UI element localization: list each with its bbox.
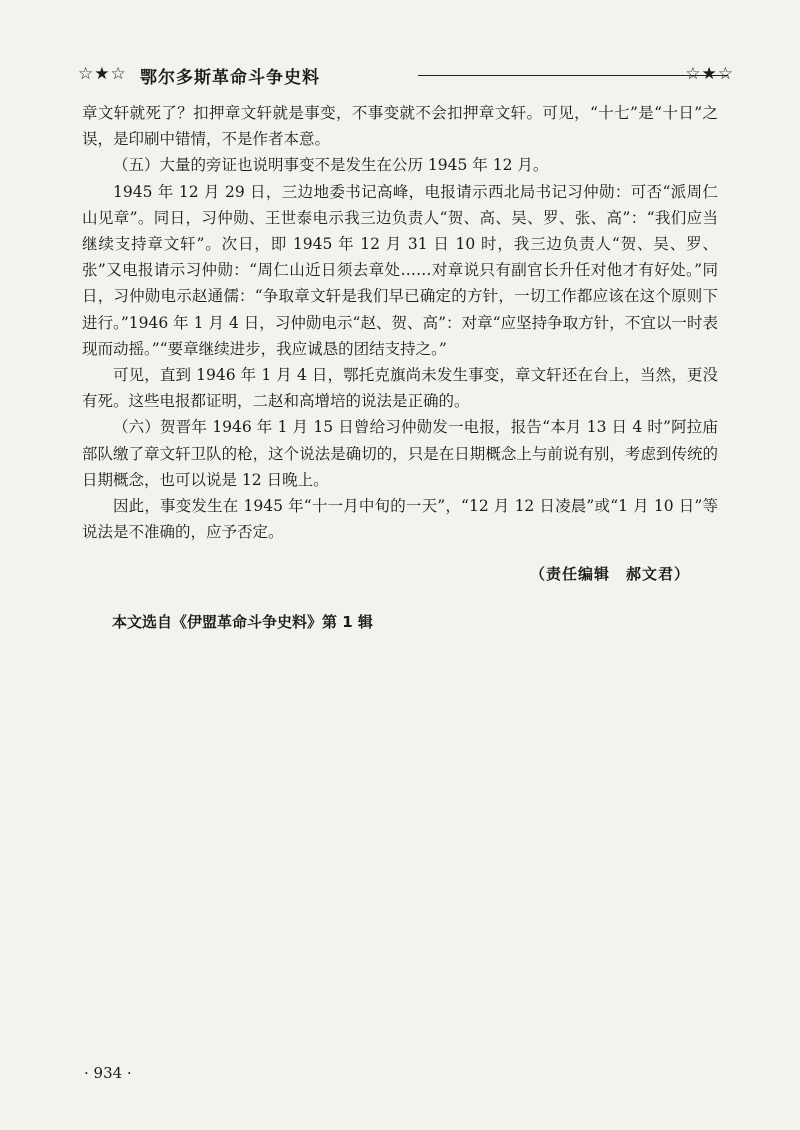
page-number: · 934 · — [84, 1064, 132, 1082]
header-title: 鄂尔多斯革命斗争史料 — [140, 68, 320, 88]
paragraph: 1945 年 12 月 29 日，三边地委书记高峰，电报请示西北局书记习仲勋：可否“派周仁山见章”。同日，习仲勋、王世泰电示我三边负责人“贺、高、吴、罗、张、高”：“我们应当继续支持章文轩”。次日，即 1945 年 12 月 31 日 10 时，我三边负责人“贺、吴、罗、张”又电报请示习仲勋：“周仁山近日须去章处……对章说只有副官长升任对他才有好处。”同日，习仲勋电示赵通儒：“争取章文轩是我们早已确定的方针，一切工作都应该在这个原则下进行。”1946 年 1 月 4 日，习仲勋电示“赵、贺、高”：对章“应坚持争取方针，不宜以一时表现而动摇。”“要章继续进步，我应诚恳的团结支持之。” — [82, 182, 718, 358]
article-body — [82, 100, 718, 545]
header-stars-left: ☆★☆ — [78, 64, 127, 84]
source-note: 本文选自《伊盟革命斗争史料》第 1 辑 — [112, 613, 373, 631]
paragraph: 章文轩就死了？扣押章文轩就是事变，不事变就不会扣押章文轩。可见，“十七”是“十日”之误，是印刷中错情，不是作者本意。 — [82, 104, 718, 149]
running-header — [78, 62, 734, 88]
paragraph: 因此，事变发生在 1945 年“十一月中旬的一天”，“12 月 12 日凌晨”或“1 月 10 日”等说法是不准确的，应予否定。 — [82, 497, 718, 542]
paragraph: （五）大量的旁证也说明事变不是发生在公历 1945 年 12 月。 — [113, 156, 549, 175]
paragraph: 可见，直到 1946 年 1 月 4 日，鄂托克旗尚未发生事变，章文轩还在台上，当然，更没有死。这些电报都证明，二赵和高增培的说法是正确的。 — [82, 366, 718, 411]
editor-credit: （责任编辑 郝文君） — [529, 565, 690, 583]
paragraph: （六）贺晋年 1946 年 1 月 15 日曾给习仲勋发一电报，报告“本月 13 日 4 时”阿拉庙部队缴了章文轩卫队的枪，这个说法是确切的，只是在日期概念上与前说有别，考虑到传统的日期概念，也可以说是 12 日晚上。 — [82, 418, 718, 489]
header-stars-right: ☆★☆ — [685, 64, 734, 84]
header-rule — [418, 75, 728, 76]
